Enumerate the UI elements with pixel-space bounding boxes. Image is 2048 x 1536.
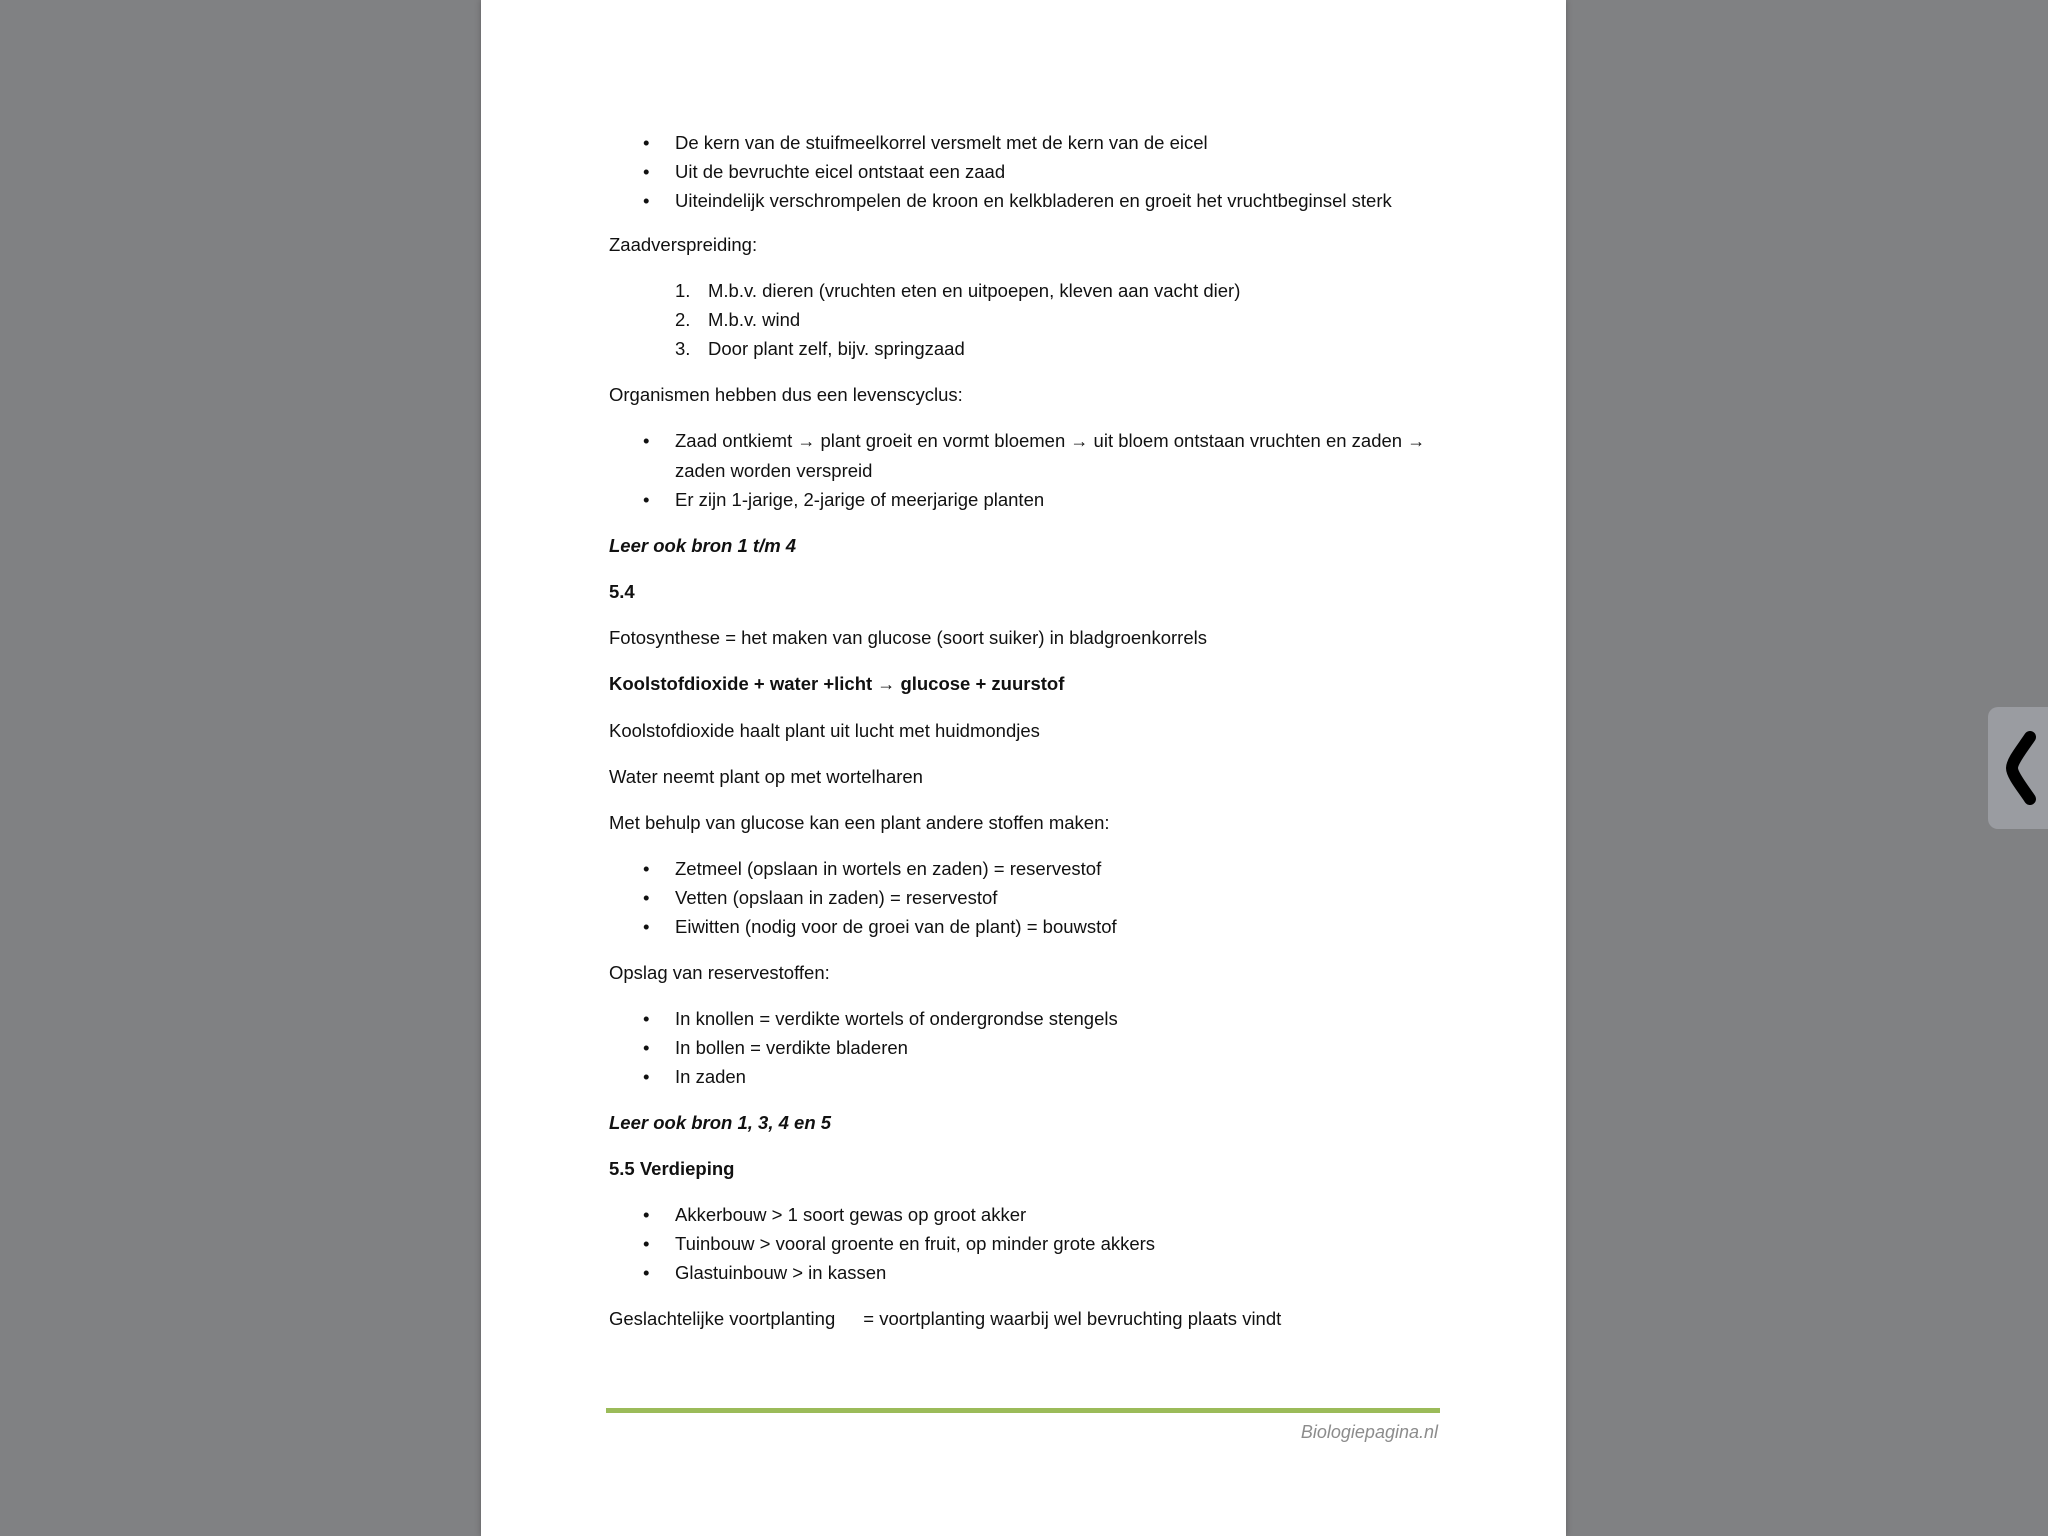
bullet-icon: • xyxy=(643,887,650,908)
bullet-icon: • xyxy=(643,916,650,937)
agriculture-list xyxy=(609,1200,1449,1287)
list-item: • Uiteindelijk verschrompelen de kroon en kelkbladeren en groeit het vruchtbeginsel sterk xyxy=(609,186,1449,215)
arrow-right-icon: → xyxy=(797,431,816,451)
list-item: • In bollen = verdikte bladeren xyxy=(609,1033,1449,1062)
list-item: 2. M.b.v. wind xyxy=(675,309,801,330)
co2-text: Koolstofdioxide haalt plant uit lucht met huidmondjes xyxy=(609,720,1040,741)
list-item: • In zaden xyxy=(609,1062,1449,1091)
side-panel-toggle[interactable] xyxy=(1988,707,2048,829)
photosynthesis-definition: Fotosynthese = het maken van glucose (soort suiker) in bladgroenkorrels xyxy=(609,627,1207,648)
study-note-2: Leer ook bron 1, 3, 4 en 5 xyxy=(609,1112,832,1133)
arrow-right-icon: → xyxy=(1407,431,1426,451)
bullet-icon: • xyxy=(643,132,650,153)
bullet-icon: • xyxy=(643,489,650,510)
bullet-icon: • xyxy=(643,190,650,211)
list-item: • Akkerbouw > 1 soort gewas op groot akker xyxy=(609,1200,1449,1229)
life-cycle-heading: Organismen hebben dus een levenscyclus: xyxy=(609,384,963,405)
arrow-right-icon: → xyxy=(877,674,896,694)
list-item: 3. Door plant zelf, bijv. springzaad xyxy=(675,338,965,359)
list-item: • Er zijn 1-jarige, 2-jarige of meerjarige planten xyxy=(609,485,1449,514)
section-heading-5-5: 5.5 Verdieping xyxy=(609,1158,735,1179)
bullet-icon: • xyxy=(643,430,650,451)
list-item: 1. M.b.v. dieren (vruchten eten en uitpoepen, kleven aan vacht dier) xyxy=(675,280,1241,301)
bullet-list-fertilization xyxy=(609,128,1449,215)
water-text: Water neemt plant op met wortelharen xyxy=(609,766,923,787)
definition-text: = voortplanting waarbij wel bevruchting plaats vindt xyxy=(863,1308,1282,1329)
seed-dispersal-list xyxy=(609,276,1449,363)
list-item: • Vetten (opslaan in zaden) = reservestof xyxy=(609,883,1449,912)
list-item: • Zetmeel (opslaan in wortels en zaden) = reservestof xyxy=(609,854,1449,883)
bullet-icon: • xyxy=(643,1233,650,1254)
arrow-right-icon: → xyxy=(1070,431,1089,451)
list-item: • Tuinbouw > vooral groente en fruit, op minder grote akkers xyxy=(609,1229,1449,1258)
bullet-icon: • xyxy=(643,161,650,182)
bullet-icon: • xyxy=(643,858,650,879)
sexual-reproduction-definition xyxy=(609,1304,1449,1333)
list-item: • De kern van de stuifmeelkorrel versmelt met de kern van de eicel xyxy=(609,128,1449,157)
document-page xyxy=(481,0,1566,1536)
glucose-uses-heading: Met behulp van glucose kan een plant andere stoffen maken: xyxy=(609,812,1110,833)
list-item: • Zaad ontkiemt → plant groeit en vormt bloemen → uit bloem ontstaan vruchten en zaden → zaden worden verspreid xyxy=(609,426,1449,485)
list-item: • Eiwitten (nodig voor de groei van de plant) = bouwstof xyxy=(609,912,1449,941)
definition-term: Geslachtelijke voortplanting xyxy=(609,1308,836,1329)
list-item: • Uit de bevruchte eicel ontstaat een zaad xyxy=(609,157,1449,186)
study-note-1: Leer ook bron 1 t/m 4 xyxy=(609,535,797,556)
substances-list xyxy=(609,854,1449,941)
storage-heading: Opslag van reservestoffen: xyxy=(609,962,830,983)
bullet-icon: • xyxy=(643,1037,650,1058)
list-item: • Glastuinbouw > in kassen xyxy=(609,1258,1449,1287)
chevron-left-icon xyxy=(2002,731,2038,805)
photosynthesis-formula: Koolstofdioxide + water +licht → glucose + zuurstof xyxy=(609,673,1065,694)
storage-list xyxy=(609,1004,1449,1091)
footer-source: Biologiepagina.nl xyxy=(1300,1422,1438,1442)
footer-rule xyxy=(606,1408,1440,1413)
seed-dispersal-heading: Zaadverspreiding: xyxy=(609,234,758,255)
section-heading-5-4: 5.4 xyxy=(609,581,635,602)
page-content xyxy=(609,128,1449,1350)
bullet-icon: • xyxy=(643,1204,650,1225)
bullet-icon: • xyxy=(643,1066,650,1087)
bullet-icon: • xyxy=(643,1008,650,1029)
bullet-icon: • xyxy=(643,1262,650,1283)
list-item: • In knollen = verdikte wortels of ondergrondse stengels xyxy=(609,1004,1449,1033)
life-cycle-list xyxy=(609,426,1449,514)
